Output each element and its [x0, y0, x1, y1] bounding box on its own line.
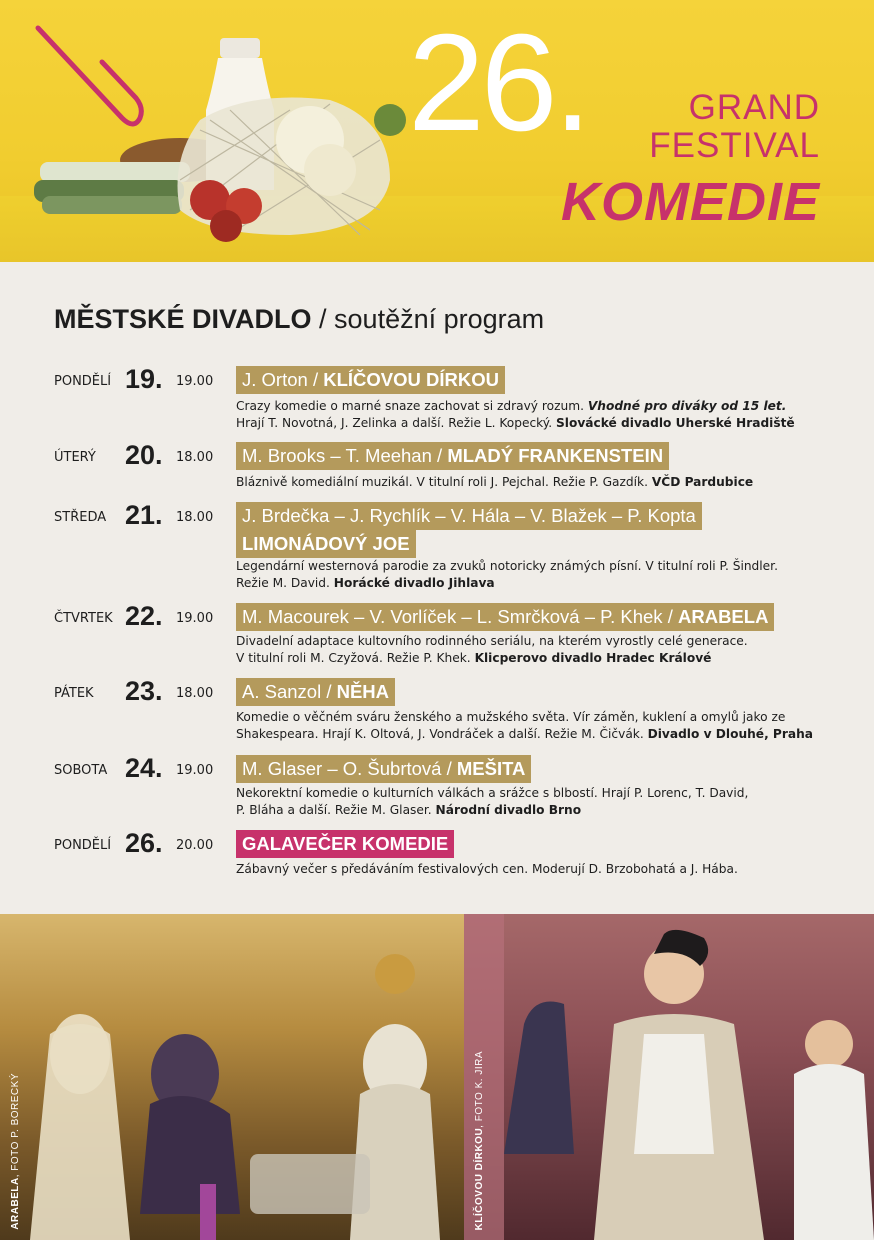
event-date: 26.	[125, 828, 163, 858]
event-time: 18.00	[176, 450, 214, 465]
event-desc-line: Nekorektní komedie o kulturních válkách a srážce s blbostí. Hrají P. Lorenc, T. David,	[236, 786, 749, 800]
festival-title-festival: FESTIVAL	[649, 126, 820, 165]
event-title: GALAVEČER KOMEDIE	[242, 833, 449, 854]
event-time: 19.00	[176, 763, 214, 778]
event-desc-line: Hrají T. Novotná, J. Zelinka a další. Režie L. Kopecký.	[236, 415, 553, 430]
event-date: 23.	[125, 676, 163, 706]
event-title: LIMONÁDOVÝ JOE	[242, 533, 410, 554]
event-date: 20.	[125, 440, 163, 470]
event-desc-line: Komedie o věčném sváru ženského a mužského světa. Vír záměn, kuklení a omylů jako ze	[236, 710, 786, 724]
event-company: Divadlo v Dlouhé, Praha	[647, 726, 814, 741]
event-title-box	[236, 442, 669, 470]
event-title-bar	[236, 830, 454, 858]
event-author: M. Brooks – T. Meehan /	[242, 445, 443, 466]
program-subtitle: / soutěžní program	[319, 304, 545, 334]
photo-klicovou-dirkou	[464, 914, 874, 1240]
event-title-bar	[236, 603, 774, 631]
event-company: Národní divadlo Brno	[435, 802, 582, 817]
photo-caption	[474, 1051, 485, 1230]
event-title-bar	[236, 755, 531, 783]
event-title: MLADÝ FRANKENSTEIN	[447, 445, 664, 466]
event-author: M. Glaser – O. Šubrtová /	[242, 758, 452, 779]
event-title: KLÍČOVOU DÍRKOU	[323, 369, 499, 390]
event-desc-line: Zábavný večer s předáváním festivalových cen. Moderují D. Brzobohatá a J. Hába.	[236, 862, 738, 876]
event-time: 20.00	[176, 838, 214, 853]
event-author: J. Orton /	[242, 369, 319, 390]
event-description	[236, 785, 836, 818]
event-desc-line: P. Bláha a další. Režie M. Glaser.	[236, 802, 432, 817]
caption-credit: , FOTO K. JIRA	[474, 1050, 485, 1128]
event-title-box	[236, 502, 702, 558]
event-date: 22.	[125, 601, 163, 631]
event-company: Slovácké divadlo Uherské Hradiště	[556, 415, 795, 430]
event-title: NĚHA	[336, 681, 390, 702]
event-time: 18.00	[176, 510, 214, 525]
event-title-bar	[236, 442, 669, 470]
event-day: STŘEDA	[54, 510, 107, 525]
event-desc-line: Divadelní adaptace kultovního rodinného seriálu, na kterém vyrostly celé generace.	[236, 634, 748, 648]
event-desc-line: Crazy komedie o marné snaze zachovat si zdravý rozum.	[236, 399, 584, 413]
event-time: 19.00	[176, 374, 214, 389]
event-desc-line: Shakespeara. Hrají K. Oltová, J. Vondráček a další. Režie M. Čičvák.	[236, 726, 644, 741]
event-title-box	[236, 603, 774, 631]
stage-scene-illustration	[464, 914, 874, 1240]
event-title-box	[236, 755, 531, 783]
stage-scene-illustration	[0, 914, 464, 1240]
event-title-bar	[236, 678, 395, 706]
caption-title: ARABELA	[10, 1177, 21, 1230]
event-desc-line: Legendární westernová parodie za zvuků notoricky známých písní. V titulní roli P. Šindler.	[236, 559, 778, 573]
festival-header	[0, 0, 874, 262]
event-title-bar	[236, 530, 416, 558]
event-title-box	[236, 678, 395, 706]
event-title-box	[236, 366, 505, 394]
venue-name: MĚSTSKÉ DIVADLO	[54, 304, 312, 334]
event-description	[236, 861, 836, 878]
event-description	[236, 633, 836, 666]
event-day: PONDĚLÍ	[54, 838, 112, 853]
event-title: MEŠITA	[456, 758, 526, 779]
event-date: 21.	[125, 500, 163, 530]
event-description	[236, 709, 836, 742]
event-date: 24.	[125, 753, 163, 783]
event-date: 19.	[125, 364, 163, 394]
festival-title-komedie: KOMEDIE	[560, 172, 820, 232]
event-company: Klicperovo divadlo Hradec Králové	[474, 650, 712, 665]
event-desc-line: Bláznivě komediální muzikál. V titulní roli J. Pejchal. Režie P. Gazdík.	[236, 475, 648, 489]
event-company: VČD Pardubice	[651, 475, 754, 489]
festival-title-grand: GRAND	[688, 88, 820, 127]
festival-number: 26.	[408, 6, 588, 160]
event-author: A. Sanzol /	[242, 681, 332, 702]
event-day: ÚTERÝ	[54, 450, 96, 465]
event-day: ČTVRTEK	[54, 611, 113, 626]
event-day: PONDĚLÍ	[54, 374, 112, 389]
event-time: 18.00	[176, 686, 214, 701]
event-title-box	[236, 830, 454, 858]
event-day: SOBOTA	[54, 763, 108, 778]
event-age-note: Vhodné pro diváky od 15 let.	[587, 399, 787, 413]
event-description	[236, 474, 836, 491]
event-desc-line: V titulní roli M. Czyžová. Režie P. Khek.	[236, 650, 471, 665]
event-description	[236, 558, 836, 591]
event-author: J. Brdečka – J. Rychlík – V. Hála – V. Blažek – P. Kopta	[242, 505, 696, 526]
groceries-illustration	[30, 30, 450, 250]
event-time: 19.00	[176, 611, 214, 626]
event-author: M. Macourek – V. Vorlíček – L. Smrčková – P. Khek /	[242, 606, 673, 627]
event-author-bar	[236, 502, 702, 530]
program-heading	[54, 302, 544, 336]
photo-arabela	[0, 914, 464, 1240]
event-description	[236, 398, 836, 431]
photo-caption	[10, 1073, 21, 1230]
photo-strip	[0, 914, 874, 1240]
caption-title: KLÍČOVOU DÍRKOU	[474, 1127, 485, 1230]
caption-credit: , FOTO P. BORECKÝ	[10, 1073, 21, 1178]
event-day: PÁTEK	[54, 686, 94, 701]
event-title-bar	[236, 366, 505, 394]
event-desc-line: Režie M. David.	[236, 575, 330, 590]
event-title: ARABELA	[677, 606, 769, 627]
event-company: Horácké divadlo Jihlava	[333, 575, 495, 590]
